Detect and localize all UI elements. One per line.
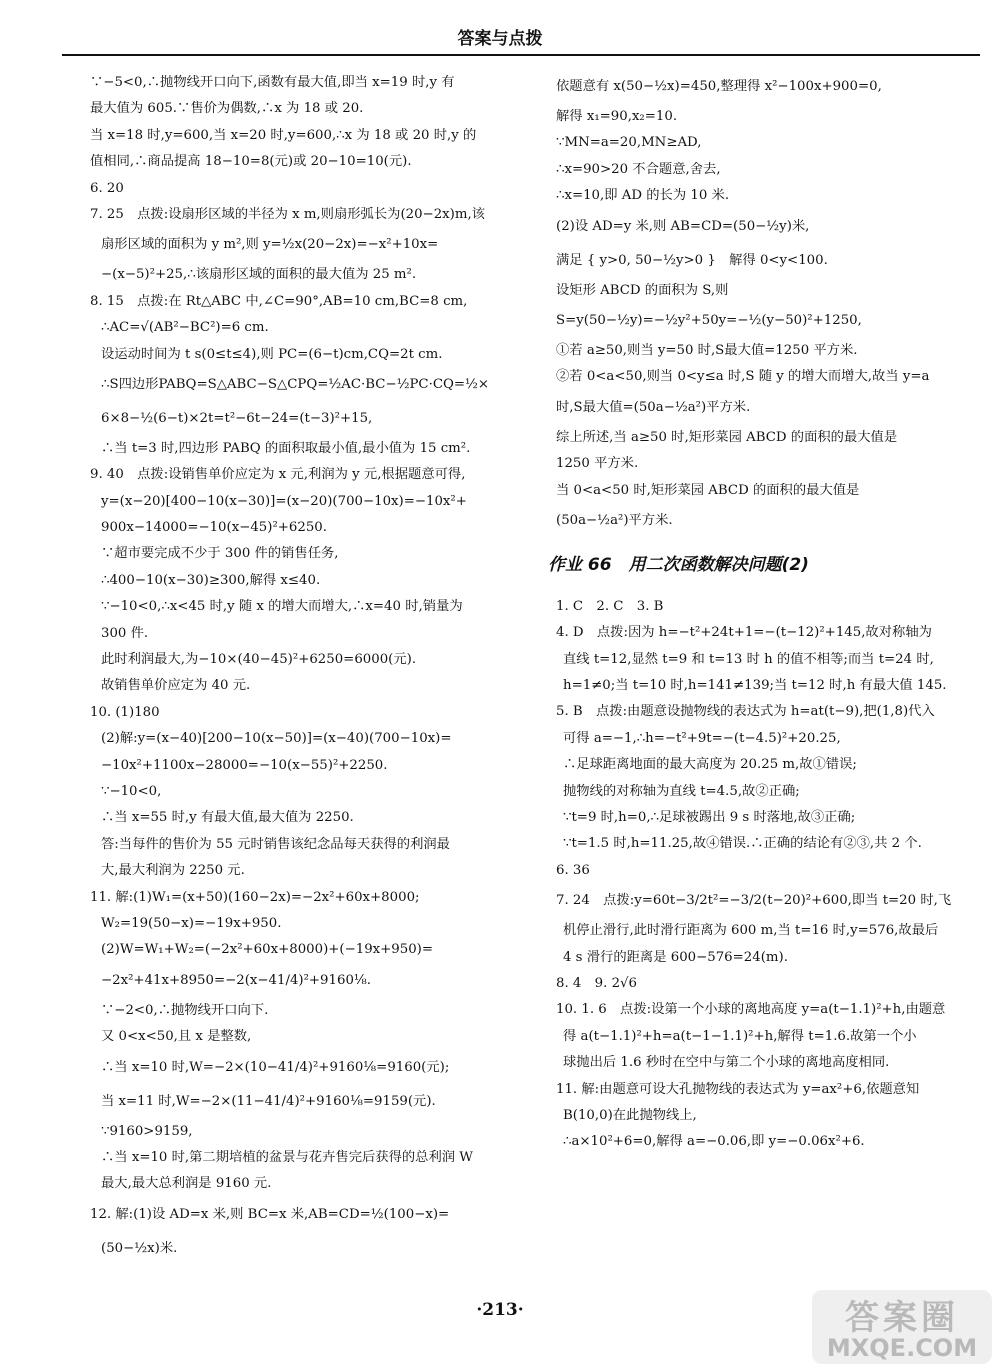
- text-line: y=(x−20)[400−10(x−30)]=(x−20)(700−10x)=−10x²+: [101, 493, 467, 509]
- answer-line: 6. 20: [90, 180, 124, 196]
- text-line: 答:当每件的售价为 55 元时销售该纪念品每天获得的利润最: [101, 836, 450, 852]
- text-line: 此时利润最大,为−10×(40−45)²+6250=6000(元).: [101, 652, 417, 668]
- text-line: ∴x=10,即 AD 的长为 10 米.: [556, 188, 730, 204]
- text-line: ∴当 x=10 时,W=−2×(10−41/4)²+9160⅛=9160(元);: [101, 1059, 450, 1075]
- page-header-title: 答案与点拨: [457, 29, 543, 49]
- text-line: (2)设 AD=y 米,则 AB=CD=(50−½y)米,: [556, 218, 810, 234]
- text-line: ∴足球距离地面的最大高度为 20.25 m,故①错误;: [563, 757, 857, 773]
- answer-line: 11. 解:(1)W₁=(x+50)(160−2x)=−2x²+60x+8000;: [90, 889, 420, 905]
- text-line: ∵−2<0,∴抛物线开口向下.: [101, 1002, 269, 1018]
- watermark-url: MXQE.COM: [826, 1334, 978, 1362]
- answer-line: 6. 36: [556, 862, 590, 878]
- answer-line: 12. 解:(1)设 AD=x 米,则 BC=x 米,AB=CD=½(100−x)=: [90, 1206, 450, 1222]
- text-line: 当 x=11 时,W=−2×(11−41/4)²+9160⅛=9159(元).: [101, 1093, 436, 1109]
- text-line: B(10,0)在此抛物线上,: [563, 1107, 697, 1123]
- text-line: 满足 { y>0, 50−½y>0 } 解得 0<y<100.: [556, 252, 828, 268]
- text-line: 当 x=18 时,y=600,当 x=20 时,y=600,∴x 为 18 或 20 时,y 的: [90, 127, 477, 143]
- text-line: (2)解:y=(x−40)[200−10(x−50)]=(x−40)(700−10x)=: [101, 731, 452, 747]
- text-line: 设运动时间为 t s(0≤t≤4),则 PC=(6−t)cm,CQ=2t cm.: [101, 346, 443, 362]
- watermark-logo-text: 答案圈: [845, 1298, 959, 1338]
- text-line: (50−½x)米.: [101, 1240, 178, 1256]
- text-line: ∵MN=a=20,MN≥AD,: [556, 135, 702, 151]
- text-line: 故销售单价应定为 40 元.: [101, 678, 251, 694]
- text-line: h=1≠0;当 t=10 时,h=141≠139;当 t=12 时,h 有最大值 145.: [563, 678, 947, 694]
- header-divider: [62, 54, 980, 56]
- text-line: 扇形区域的面积为 y m²,则 y=½x(20−2x)=−x²+10x=: [101, 237, 439, 253]
- text-line: ∴400−10(x−30)≥300,解得 x≤40.: [101, 572, 321, 588]
- text-line: ∴当 x=55 时,y 有最大值,最大值为 2250.: [101, 810, 354, 826]
- text-line: 6×8−½(6−t)×2t=t²−6t−24=(t−3)²+15,: [101, 410, 373, 426]
- text-line: 依题意有 x(50−½x)=450,整理得 x²−100x+900=0,: [556, 79, 882, 94]
- text-line: S=y(50−½y)=−½y²+50y=−½(y−50)²+1250,: [556, 312, 862, 328]
- text-line: W₂=19(50−x)=−19x+950.: [101, 915, 282, 931]
- text-line: ∴x=90>20 不合题意,舍去,: [556, 161, 721, 177]
- text-line: −(x−5)²+25,∴该扇形区域的面积的最大值为 25 m².: [101, 267, 417, 283]
- page-number: ·213·: [476, 1300, 524, 1320]
- text-line: ∴AC=√(AB²−BC²)=6 cm.: [101, 320, 269, 336]
- answer-line: 8. 15 点拨:在 Rt△ABC 中,∠C=90°,AB=10 cm,BC=8 cm,: [90, 293, 468, 309]
- text-line: ∵−10<0,: [101, 783, 162, 799]
- text-line: ∴当 t=3 时,四边形 PABQ 的面积取最小值,最小值为 15 cm².: [101, 440, 471, 456]
- answer-line: 9. 40 点拨:设销售单价应定为 x 元,利润为 y 元,根据题意可得,: [90, 467, 466, 483]
- text-line: (50a−½a²)平方米.: [556, 512, 673, 528]
- text-line: 最大值为 605.∵售价为偶数,∴x 为 18 或 20.: [90, 101, 364, 117]
- text-line: 300 件.: [101, 625, 149, 641]
- answer-line: 5. B 点拨:由题意设抛物线的表达式为 h=at(t−9),把(1,8)代入: [556, 704, 935, 720]
- text-line: 得 a(t−1.1)²+h=a(t−1−1.1)²+h,解得 t=1.6.故第一个小: [563, 1028, 917, 1044]
- text-line: 直线 t=12,显然 t=9 和 t=13 时 h 的值不相等;而当 t=24 时,: [563, 651, 934, 667]
- left-column: [90, 70, 530, 1266]
- text-line: 综上所述,当 a≥50 时,矩形菜园 ABCD 的面积的最大值是: [556, 429, 898, 445]
- text-line: ∵t=9 时,h=0,∴足球被踢出 9 s 时落地,故③正确;: [563, 810, 856, 826]
- answer-line: 7. 25 点拨:设扇形区域的半径为 x m,则扇形弧长为(20−2x)m,该: [90, 206, 485, 222]
- text-line: ∴当 x=10 时,第二期培植的盆景与花卉售完后获得的总利润 W: [101, 1149, 473, 1165]
- text-line: 1250 平方米.: [556, 456, 639, 472]
- text-line: 900x−14000=−10(x−45)²+6250.: [101, 520, 327, 536]
- text-line: ∵t=1.5 时,h=11.25,故④错误.∴正确的结论有②③,共 2 个.: [563, 836, 922, 852]
- text-line: ∵−10<0,∴x<45 时,y 随 x 的增大而增大,∴x=40 时,销量为: [101, 599, 463, 615]
- answer-line: 10. (1)180: [90, 704, 160, 720]
- text-line: ∵−5<0,∴抛物线开口向下,函数有最大值,即当 x=19 时,y 有: [90, 75, 455, 90]
- text-line: 4 s 滑行的距离是 600−576=24(m).: [563, 949, 788, 965]
- text-line: 值相同,∴商品提高 18−10=8(元)或 20−10=10(元).: [90, 154, 412, 170]
- right-column: [548, 70, 974, 1156]
- text-line: 解得 x₁=90,x₂=10.: [556, 109, 678, 124]
- text-line: 可得 a=−1,∴h=−t²+9t=−(t−4.5)²+20.25,: [563, 730, 841, 746]
- answer-line: 7. 24 点拨:y=60t−3/2t²=−3/2(t−20)²+600,即当 t=20 时,飞: [556, 893, 952, 909]
- answer-line: 4. D 点拨:因为 h=−t²+24t+1=−(t−12)²+145,故对称轴为: [556, 625, 932, 641]
- text-line: ∵超市要完成不少于 300 件的销售任务,: [101, 546, 339, 562]
- answer-line: 1. C 2. C 3. B: [556, 598, 664, 614]
- text-line: 当 0<a<50 时,矩形菜园 ABCD 的面积的最大值是: [556, 482, 860, 498]
- answer-line: 10. 1. 6 点拨:设第一个小球的离地高度 y=a(t−1.1)²+h,由题意: [556, 1002, 946, 1018]
- text-line: ∴a×10²+6=0,解得 a=−0.06,即 y=−0.06x²+6.: [563, 1134, 865, 1150]
- text-line: −10x²+1100x−28000=−10(x−55)²+2250.: [101, 757, 388, 773]
- answer-line: 8. 4 9. 2√6: [556, 975, 637, 991]
- text-line: 大,最大利润为 2250 元.: [101, 863, 245, 879]
- text-line: ∴S四边形PABQ=S△ABC−S△CPQ=½AC·BC−½PC·CQ=½×: [101, 376, 490, 392]
- text-line: 最大,最大总利润是 9160 元.: [101, 1176, 272, 1192]
- text-line: (2)W=W₁+W₂=(−2x²+60x+8000)+(−19x+950)=: [101, 942, 434, 958]
- text-line: 抛物线的对称轴为直线 t=4.5,故②正确;: [563, 783, 800, 799]
- text-line: ①若 a≥50,则当 y=50 时,S最大值=1250 平方米.: [556, 342, 858, 358]
- text-line: ②若 0<a<50,则当 0<y≤a 时,S 随 y 的增大而增大,故当 y=a: [556, 369, 930, 385]
- answer-line: 11. 解:由题意可设大孔抛物线的表达式为 y=ax²+6,依题意知: [556, 1081, 920, 1097]
- text-line: −2x²+41x+8950=−2(x−41/4)²+9160⅛.: [101, 972, 372, 988]
- text-line: ∵9160>9159,: [101, 1123, 193, 1139]
- text-line: 时,S最大值=(50a−½a²)平方米.: [556, 399, 751, 415]
- text-line: 球抛出后 1.6 秒时在空中与第二个小球的离地高度相同.: [563, 1055, 890, 1071]
- text-line: 设矩形 ABCD 的面积为 S,则: [556, 282, 729, 298]
- section-heading: 作业 66 用二次函数解决问题(2): [548, 554, 809, 575]
- watermark-logo: [812, 1290, 992, 1364]
- text-line: 机停止滑行,此时滑行距离为 600 m,当 t=16 时,y=576,故最后: [563, 923, 939, 939]
- text-line: 又 0<x<50,且 x 是整数,: [101, 1029, 252, 1045]
